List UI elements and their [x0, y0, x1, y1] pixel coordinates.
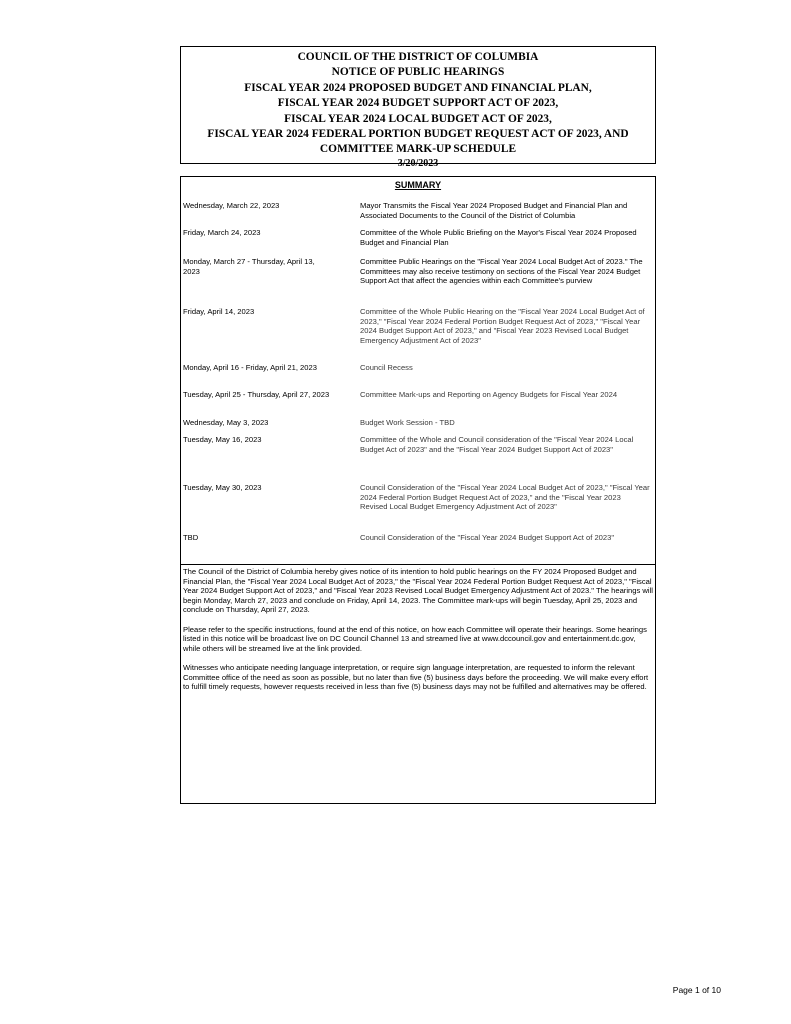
- header-line: FISCAL YEAR 2024 LOCAL BUDGET ACT OF 2023,: [284, 112, 552, 125]
- schedule-date: Tuesday, May 30, 2023: [183, 483, 262, 492]
- header-date: 3/20/2023: [397, 158, 439, 166]
- schedule-description: Committee of the Whole Public Hearing on the "Fiscal Year 2024 Local Budget Act of 2023," "Fiscal Year 2024 Federal Portion Budget Request Act of 2023," "Fiscal Year 2024 Budget Support Act of 2023," and "Fiscal Year 2023 Revised Local Budget Emergency Adjustment Act of 2023": [360, 307, 645, 345]
- notice-text-box: [180, 565, 656, 804]
- schedule-date: Friday, March 24, 2023: [183, 228, 261, 237]
- header-line: FISCAL YEAR 2024 FEDERAL PORTION BUDGET REQUEST ACT OF 2023, AND: [207, 128, 629, 141]
- schedule-description: Mayor Transmits the Fiscal Year 2024 Proposed Budget and Financial Plan and Associated Documents to the Council of the District of Columbia: [360, 201, 628, 220]
- schedule-description: Council Recess: [360, 363, 413, 372]
- page-number: Page 1 of 10: [672, 985, 721, 995]
- schedule-date: TBD: [183, 533, 199, 542]
- schedule-description: Budget Work Session - TBD: [360, 418, 455, 427]
- schedule-description: Committee Mark-ups and Reporting on Agency Budgets for Fiscal Year 2024: [360, 390, 618, 399]
- schedule-description: Committee of the Whole and Council consideration of the "Fiscal Year 2024 Local Budget Act of 2023" and the "Fiscal Year 2024 Budget Support Act of 2023": [360, 435, 634, 454]
- schedule-date: Tuesday, May 16, 2023: [183, 435, 262, 444]
- header-line: FISCAL YEAR 2024 BUDGET SUPPORT ACT OF 2023,: [277, 97, 559, 110]
- notice-paragraph: Please refer to the specific instructions, found at the end of this notice, on how each Committee will operate their hearings. Some hearings listed in this notice will be broadcast live on DC Council Channel 13 and streamed live at www.dccouncil.gov and entertainment.dc.gov, while others will be streamed live at the link provided.: [183, 624, 647, 653]
- document-header: [180, 46, 656, 164]
- schedule-description: Committee of the Whole Public Briefing on the Mayor's Fiscal Year 2024 Proposed Budget and Financial Plan: [360, 228, 637, 247]
- schedule-date: Monday, March 27 - Thursday, April 13, 2023: [183, 257, 315, 276]
- summary-table: [180, 176, 656, 565]
- header-line: COMMITTEE MARK-UP SCHEDULE: [319, 143, 517, 156]
- notice-paragraph: The Council of the District of Columbia hereby gives notice of its intention to hold public hearings on the FY 2024 Proposed Budget and Financial Plan, the "Fiscal Year 2024 Local Budget Act of 2023," the "Fiscal Year 2024 Federal Portion Budget Request Act of 2023," "Fiscal Year 2024 Budget Support Act of 2023," and "Fiscal Year 2023 Revised Local Budget Emergency Adjustment Act of 2023." The hearings will begin Monday, March 27, 2023 and conclude on Friday, April 14, 2023. The Committee mark-ups will begin Tuesday, April 25, 2023 and conclude on Thursday, April 27, 2023.: [183, 567, 653, 615]
- header-line: FISCAL YEAR 2024 PROPOSED BUDGET AND FINANCIAL PLAN,: [244, 81, 592, 94]
- notice-paragraph: Witnesses who anticipate needing language interpretation, or require sign language interpretation, are requested to inform the relevant Committee office of the need as soon as possible, but no later than five (5) business days before the proceeding. We will make every effort to fulfill timely requests, however requests received in less than five (5) business days may not be fulfilled and alternatives may be offered.: [183, 662, 649, 692]
- schedule-date: Tuesday, April 25 - Thursday, April 27, 2023: [183, 390, 330, 399]
- schedule-description: Committee Public Hearings on the "Fiscal Year 2024 Local Budget Act of 2023." The Committees may also receive testimony on sections of the Fiscal Year 2024 Budget Support Act that affect the agencies within each Committee's purview: [360, 257, 643, 286]
- schedule-date: Wednesday, March 22, 2023: [183, 201, 280, 210]
- header-line: NOTICE OF PUBLIC HEARINGS: [331, 66, 505, 79]
- summary-title: SUMMARY: [394, 180, 442, 190]
- schedule-date: Wednesday, May 3, 2023: [183, 418, 269, 427]
- schedule-description: Council Consideration of the "Fiscal Year 2024 Budget Support Act of 2023": [360, 533, 615, 542]
- schedule-date: Friday, April 14, 2023: [183, 307, 255, 316]
- schedule-description: Council Consideration of the "Fiscal Year 2024 Local Budget Act of 2023," "Fiscal Year 2024 Federal Portion Budget Request Act of 2023," and the "Fiscal Year 2023 Revised Local Budget Emergency Adjustment Act of 2023": [360, 483, 650, 512]
- schedule-date: Monday, April 16 - Friday, April 21, 2023: [183, 363, 317, 372]
- header-line: COUNCIL OF THE DISTRICT OF COLUMBIA: [297, 51, 539, 63]
